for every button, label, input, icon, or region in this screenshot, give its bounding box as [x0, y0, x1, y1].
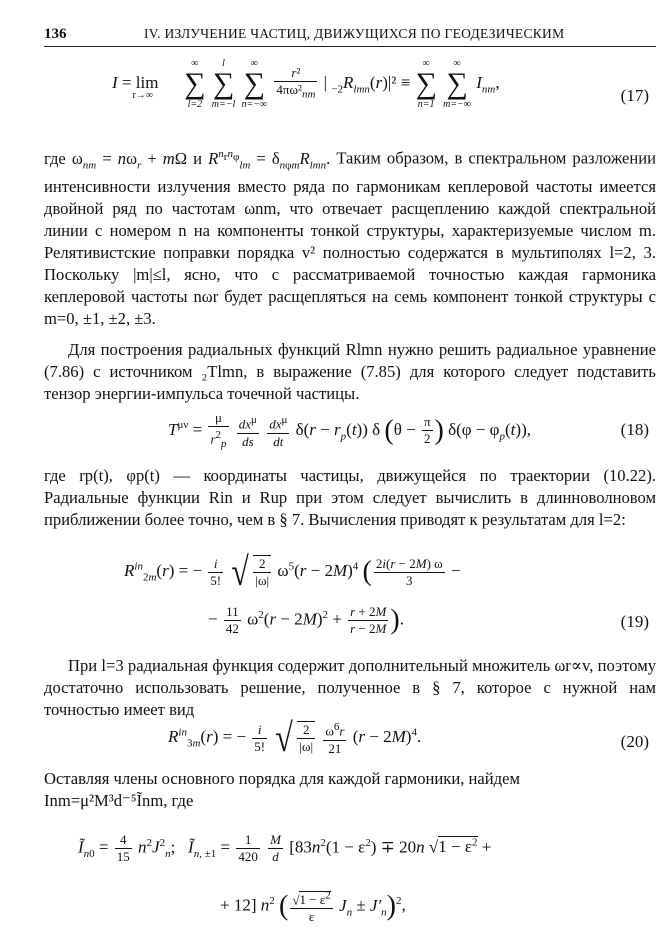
- final-formula-line-1: $Ĩ_{n0}$ = $\frac{4}{15}$ $n^2J^2_n$; $Ĩ_{n, \pm 1}$ = $\frac{1}{420}$ $\frac{M}{d}$ [$83n^2(1 - \varepsilon^2) \mp 20n$ $√1 - \varepsilon^2$ +: [78, 832, 492, 864]
- paragraph-5: [44, 768, 656, 812]
- paragraph-1: [44, 143, 656, 330]
- paragraph-5-text: Оставляя члены основного порядка для каждой гармоники, найдем: [44, 769, 520, 788]
- equation-20: $R^{in}_{3m}(r)$ = − $\frac{i}{5!}$ √ $\frac{2}{|\omega|}$ $\frac{\omega^6r}{21}$ $(r - 2M)^4$.: [168, 715, 422, 760]
- running-title: IV. ИЗЛУЧЕНИЕ ЧАСТИЦ, ДВИЖУЩИХСЯ ПО ГЕОДЕЗИЧЕСКИМ: [144, 26, 565, 41]
- equation-18-number: (18): [620, 420, 649, 439]
- equation-17: $I = \lim_{r\to\infty}$ ∞ ∑ l=2 l ∑ m=−l ∞ ∑ n=−∞ $\frac{\text{r²}}{4\pi\omega^2_{nm}}$ | $_{-2}R_{lmn}(r)|^2$ ≡ ∞ ∑ n=1 ∞ ∑ m=−∞ $I_{nm}$,: [112, 58, 500, 110]
- equation-19-line-1: $R^{in}_{2m}(r)$ = − $\frac{i}{5!}$ √ $\frac{2}{|\omega|}$ $\omega^5(r - 2M)^4$ ( $\frac{2i(r - 2M) \omega}{3}$ −: [124, 549, 461, 594]
- paragraph-4: При l=3 радиальная функция содержит дополнительный множитель ωr∝v, поэтому достаточно использовать решение, полученное в § 7, которое с нужной нам точностью имеет вид: [44, 656, 656, 719]
- final-formula-line-2: + 12] $n^2$ ( $\frac{√1 - \varepsilon^2}{\varepsilon}$ $J_n \pm J'_n)^2$,: [220, 890, 406, 925]
- paragraph-1-text: Таким образом, в спектральном разложении интенсивности излучения вместо ряда по гармоникам кеплеровой частоты имеется двойной ряд по частотам ωnm, что отвечает расщеплению каждой спектральной линии с номером n на компоненты тонкой структуры, характеризуемые числом m. Релятивистские поправки порядка v² полностью содержатся в мультиполях l=2, 3. Поскольку |m|≤l, ясно, что с рассматриваемой точностью каждая гармоника кеплеровой частоты nωr будет расщепляться на семь компонент тонкой структуры с m=0, ±1, ±2, ±3.: [44, 148, 657, 328]
- paragraph-5-formula: Inm=μ²M³d⁻⁵Ĩnm, где: [44, 791, 194, 810]
- page-number: 136: [44, 26, 67, 42]
- equation-18: $T^{\mu\nu}$ = $\frac{\mu}{r^2_p}$ $\frac{dx^\mu}{ds}$ $\frac{dx^\mu}{dt}$ $\delta(r - r_p(t))$ δ (θ − $\frac{\pi}{2}$ ) $\delta(\varphi - \varphi_p(t))$,: [168, 410, 531, 450]
- paragraph-2: Для построения радиальных функций Rlmn нужно решить радиальное уравнение (7.86) с источником ₂Tlmn, в выражение (7.85) для которого следует подставить тензор энергии-импульса точечной частицы.: [44, 340, 656, 403]
- equation-20-number: (20): [620, 732, 649, 751]
- equation-19-line-2: − $\frac{11}{42}$ $\omega^2(r - 2M)^2$ + $\frac{r + 2M}{r - 2M}$ ).: [208, 604, 404, 636]
- inline-formula-omega: где $\omega_{nm} = n\omega_r + m\Omega$ и $R^{n_rn_\varphi}_{lm} = \delta_{n\varphi m}R_{lmn}$.: [44, 148, 337, 171]
- page-header: [44, 26, 656, 47]
- equation-17-number: (17): [620, 86, 649, 105]
- equation-19-number: (19): [620, 612, 649, 631]
- paragraph-3: где rp(t), φp(t) — координаты частицы, движущейся по траектории (10.22). Радиальные функции Rin и Rup при этом следует вычислить в длинноволновом приближении более точно, чем в § 7. Вычисления приводят к результатам для l=2:: [44, 466, 656, 529]
